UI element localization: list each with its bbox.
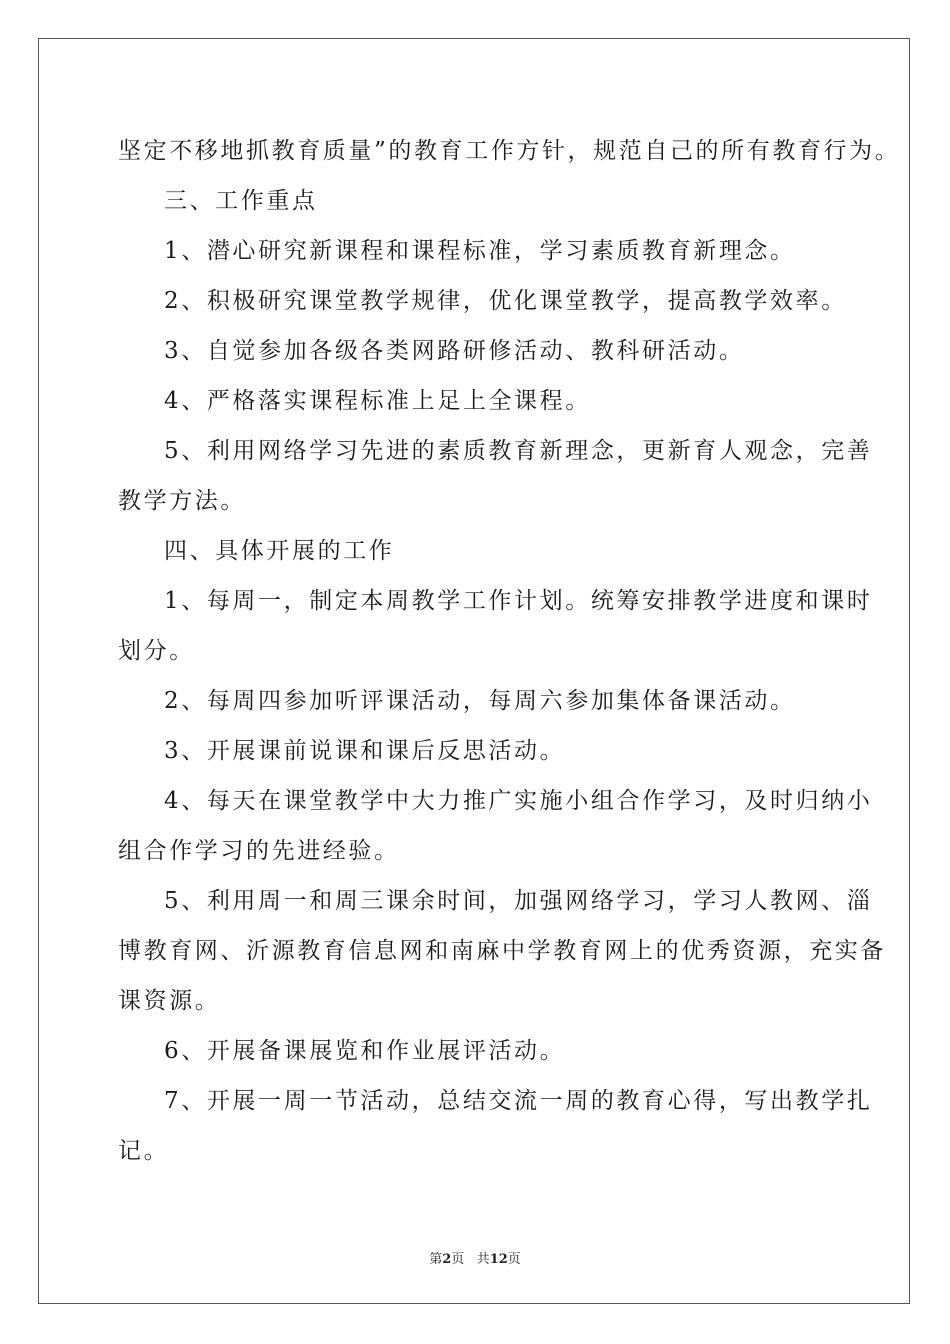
page-number: 2 — [442, 1252, 452, 1267]
list-item: 5、利用网络学习先进的素质教育新理念，更新育人观念，完善 — [164, 438, 873, 464]
list-item-continuation: 博教育网、沂源教育信息网和南麻中学教育网上的优秀资源，充实备 — [118, 938, 886, 964]
list-item: 1、每周一，制定本周教学工作计划。统筹安排教学进度和课时 — [164, 588, 873, 614]
list-item: 3、开展课前说课和课后反思活动。 — [164, 738, 566, 764]
section-heading-3: 三、工作重点 — [164, 188, 318, 214]
list-item: 5、利用周一和周三课余时间，加强网络学习，学习人教网、淄 — [164, 888, 873, 914]
page-footer — [0, 1248, 950, 1267]
list-item-continuation: 记。 — [118, 1138, 170, 1164]
list-item: 1、潜心研究新课程和课程标准，学习素质教育新理念。 — [164, 238, 796, 264]
list-item-continuation: 划分。 — [118, 638, 195, 664]
list-item: 7、开展一周一节活动，总结交流一周的教育心得，写出教学扎 — [164, 1088, 873, 1114]
list-item-continuation: 组合作学习的先进经验。 — [118, 838, 400, 864]
list-item: 6、开展备课展览和作业展评活动。 — [164, 1038, 566, 1064]
list-item: 4、严格落实课程标准上足上全课程。 — [164, 388, 591, 414]
list-item: 2、积极研究课堂教学规律，优化课堂教学，提高教学效率。 — [164, 288, 847, 314]
text-line-1: 坚定不移地抓教育质量”的教育工作方针，规范自己的所有教育行为。 — [118, 138, 901, 164]
list-item: 2、每周四参加听评课活动，每周六参加集体备课活动。 — [164, 688, 796, 714]
total-suffix: 页 — [507, 1252, 521, 1267]
list-item-continuation: 教学方法。 — [118, 488, 246, 514]
list-item: 4、每天在课堂教学中大力推广实施小组合作学习，及时归纳小 — [164, 788, 873, 814]
page-prefix: 第 — [429, 1252, 443, 1267]
page-suffix: 页 — [451, 1252, 465, 1267]
section-heading-4: 四、具体开展的工作 — [164, 538, 395, 564]
total-pages: 12 — [489, 1252, 508, 1267]
total-prefix: 共 — [476, 1252, 490, 1267]
list-item-continuation: 课资源。 — [118, 988, 221, 1014]
document-body — [118, 126, 901, 1176]
list-item: 3、自觉参加各级各类网路研修活动、教科研活动。 — [164, 338, 745, 364]
